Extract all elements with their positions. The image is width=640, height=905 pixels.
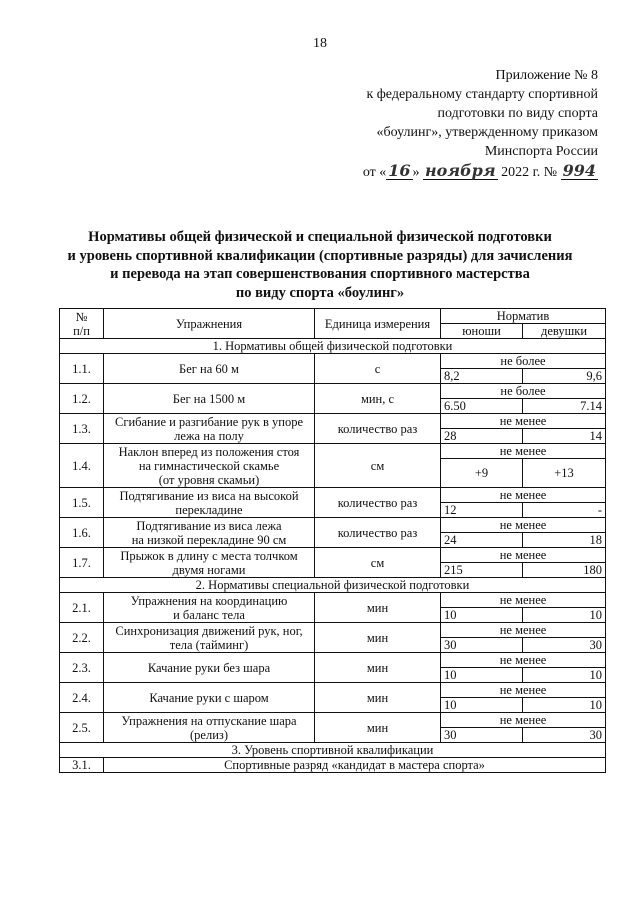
row-value-girls: 30: [523, 728, 606, 743]
row-value-girls: 18: [523, 533, 606, 548]
table-row: [60, 384, 606, 399]
header-unit: Единица измерения: [315, 309, 441, 339]
row-value-boys: +9: [441, 459, 523, 488]
header-girls: девушки: [523, 324, 606, 339]
row-value-boys: 12: [441, 503, 523, 518]
row-exercise: Подтягивание из виса лежа на низкой перекладине 90 см: [104, 518, 315, 548]
row-norm-condition: не менее: [441, 548, 606, 563]
row-exercise: Бег на 60 м: [104, 354, 315, 384]
row-norm-condition: не менее: [441, 593, 606, 608]
row-norm-condition: не менее: [441, 623, 606, 638]
row-exercise: Наклон вперед из положения стоя на гимнастической скамье (от уровня скамьи): [104, 444, 315, 488]
header-boys: юноши: [441, 324, 523, 339]
date-year: 2022 г. №: [497, 165, 561, 180]
norms-table-body: [60, 309, 606, 773]
row-num: 1.3.: [60, 414, 104, 444]
row-num: 1.4.: [60, 444, 104, 488]
header-exercise: Упражнения: [104, 309, 315, 339]
row-value-boys: 30: [441, 728, 523, 743]
row-unit: количество раз: [315, 488, 441, 518]
row-unit: см: [315, 548, 441, 578]
table-row: [60, 683, 606, 698]
row-norm-condition: не менее: [441, 414, 606, 429]
row-exercise: Сгибание и разгибание рук в упоре лежа на полу: [104, 414, 315, 444]
row-value-girls: 10: [523, 608, 606, 623]
row-value-girls: 7.14: [523, 399, 606, 414]
appendix-line: Приложение № 8: [495, 68, 598, 83]
table-row: [60, 548, 606, 563]
title-line: по виду спорта «боулинг»: [235, 284, 405, 301]
row-norm-condition: не менее: [441, 683, 606, 698]
title-line: и перевода на этап совершенствования спортивного мастерства: [110, 266, 530, 282]
row-value-boys: 215: [441, 563, 523, 578]
appendix-line: подготовки по виду спорта: [437, 106, 598, 121]
row-exercise: Качание руки с шаром: [104, 683, 315, 713]
row-value-boys: 28: [441, 429, 523, 444]
table-row: [60, 653, 606, 668]
row-exercise: Упражнения на отпускание шара (релиз): [104, 713, 315, 743]
row-unit: мин, с: [315, 384, 441, 414]
page-number: 18: [313, 36, 327, 51]
order-number-handwritten: 994: [562, 161, 596, 180]
row-value-girls: 10: [523, 698, 606, 713]
row-value-boys: 30: [441, 638, 523, 653]
row-num: 2.4.: [60, 683, 104, 713]
row-exercise: Синхронизация движений рук, ног, тела (тайминг): [104, 623, 315, 653]
section-row: [60, 578, 606, 593]
row-value-girls: 180: [523, 563, 606, 578]
row-norm-condition: не менее: [441, 653, 606, 668]
row-exercise: Качание руки без шара: [104, 653, 315, 683]
row-num: 2.5.: [60, 713, 104, 743]
row-num: 2.3.: [60, 653, 104, 683]
row-value-boys: 10: [441, 698, 523, 713]
row-norm-condition: не менее: [441, 713, 606, 728]
table-row: [60, 623, 606, 638]
row-unit: мин: [315, 713, 441, 743]
row-num: 1.7.: [60, 548, 104, 578]
row-value-boys: 8,2: [441, 369, 523, 384]
section-row: [60, 339, 606, 354]
date-prefix: от «: [362, 165, 387, 180]
title-line: Нормативы общей физической и специальной физической подготовки: [88, 229, 552, 245]
row-unit: мин: [315, 593, 441, 623]
row-norm-condition: не более: [441, 354, 606, 369]
section-title: 2. Нормативы специальной физической подготовки: [60, 578, 606, 593]
row-unit: количество раз: [315, 518, 441, 548]
row-unit: количество раз: [315, 414, 441, 444]
row-value-girls: +13: [523, 459, 606, 488]
row-num: 1.6.: [60, 518, 104, 548]
row-value-girls: -: [523, 503, 606, 518]
table-row: [60, 518, 606, 533]
row-unit: мин: [315, 623, 441, 653]
row-num: 2.1.: [60, 593, 104, 623]
table-row: [60, 713, 606, 728]
row-unit: см: [315, 444, 441, 488]
section-row: [60, 743, 606, 758]
date-month-handwritten: ноября: [425, 161, 496, 180]
row-norm-condition: не менее: [441, 488, 606, 503]
date-day-handwritten: 16: [388, 161, 411, 180]
row-num: 1.1.: [60, 354, 104, 384]
section-title: 3. Уровень спортивной квалификации: [60, 743, 606, 758]
row-value-girls: 30: [523, 638, 606, 653]
row-unit: мин: [315, 683, 441, 713]
row-norm-condition: не менее: [441, 518, 606, 533]
row-value-boys: 10: [441, 668, 523, 683]
table-row: [60, 593, 606, 608]
table-row: [60, 444, 606, 459]
row-num: 2.2.: [60, 623, 104, 653]
date-mid: »: [412, 165, 424, 180]
appendix-line: к федеральному стандарту спортивной: [366, 87, 598, 102]
row-exercise: Подтягивание из виса на высокой перекладине: [104, 488, 315, 518]
norms-table: [59, 308, 606, 773]
header-row: [60, 309, 606, 324]
appendix-line: «боулинг», утвержденному приказом: [376, 125, 598, 140]
row-norm-condition: не менее: [441, 444, 606, 459]
row-norm-condition: не более: [441, 384, 606, 399]
table-row: [60, 488, 606, 503]
row-exercise: Прыжок в длину с места толчком двумя ногами: [104, 548, 315, 578]
row-value-boys: 10: [441, 608, 523, 623]
row-exercise: Упражнения на координацию и баланс тела: [104, 593, 315, 623]
row-value-boys: 24: [441, 533, 523, 548]
header-norm: Норматив: [441, 309, 606, 324]
order-date-line: [298, 163, 598, 182]
qualification-num: 3.1.: [60, 758, 104, 773]
row-num: 1.5.: [60, 488, 104, 518]
row-exercise: Бег на 1500 м: [104, 384, 315, 414]
row-value-girls: 10: [523, 668, 606, 683]
qualification-row: [60, 758, 606, 773]
appendix-header: [298, 66, 598, 182]
row-unit: мин: [315, 653, 441, 683]
row-value-girls: 14: [523, 429, 606, 444]
qualification-text: Спортивные разряд «кандидат в мастера спорта»: [104, 758, 606, 773]
document-title: [40, 228, 600, 302]
row-unit: с: [315, 354, 441, 384]
header-num: № п/п: [60, 309, 104, 339]
table-row: [60, 354, 606, 369]
row-num: 1.2.: [60, 384, 104, 414]
title-line: и уровень спортивной квалификации (спортивные разряды) для зачисления: [67, 247, 573, 264]
table-row: [60, 414, 606, 429]
appendix-line: Минспорта России: [484, 144, 598, 159]
row-value-girls: 9,6: [523, 369, 606, 384]
section-title: 1. Нормативы общей физической подготовки: [60, 339, 606, 354]
row-value-boys: 6.50: [441, 399, 523, 414]
